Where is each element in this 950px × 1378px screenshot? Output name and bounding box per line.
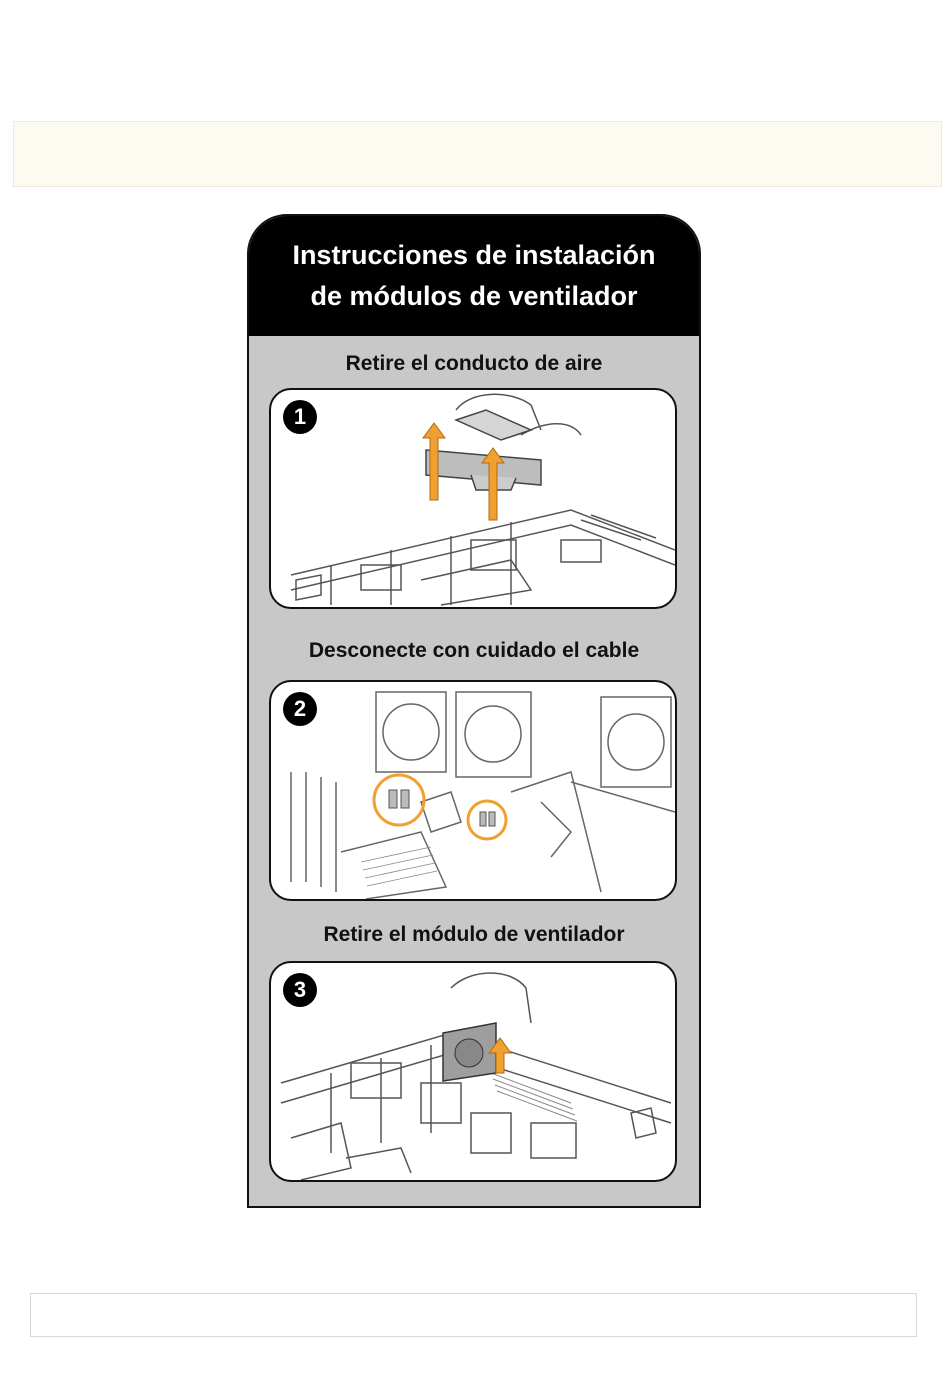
step-3-panel bbox=[269, 961, 677, 1182]
step-3-badge: 3 bbox=[283, 973, 317, 1007]
step-3-title: Retire el módulo de ventilador bbox=[323, 923, 625, 946]
step-1-badge: 1 bbox=[283, 400, 317, 434]
card-header bbox=[249, 216, 699, 336]
cable-disconnect-icon bbox=[271, 682, 675, 899]
step-2-panel bbox=[269, 680, 677, 901]
instruction-card bbox=[247, 214, 701, 1208]
card-title-line2: de módulos de ventilador bbox=[310, 281, 638, 311]
top-banner bbox=[13, 121, 942, 187]
footer-box bbox=[30, 1293, 917, 1337]
step-2-title: Desconecte con cuidado el cable bbox=[308, 639, 640, 662]
card-title-line1: Instrucciones de instalación bbox=[292, 240, 656, 270]
step-1-title: Retire el conducto de aire bbox=[345, 352, 603, 375]
fan-module-removal-icon bbox=[271, 963, 675, 1180]
step-1-panel bbox=[269, 388, 677, 609]
step-2-badge: 2 bbox=[283, 692, 317, 726]
air-duct-removal-icon bbox=[271, 390, 675, 607]
